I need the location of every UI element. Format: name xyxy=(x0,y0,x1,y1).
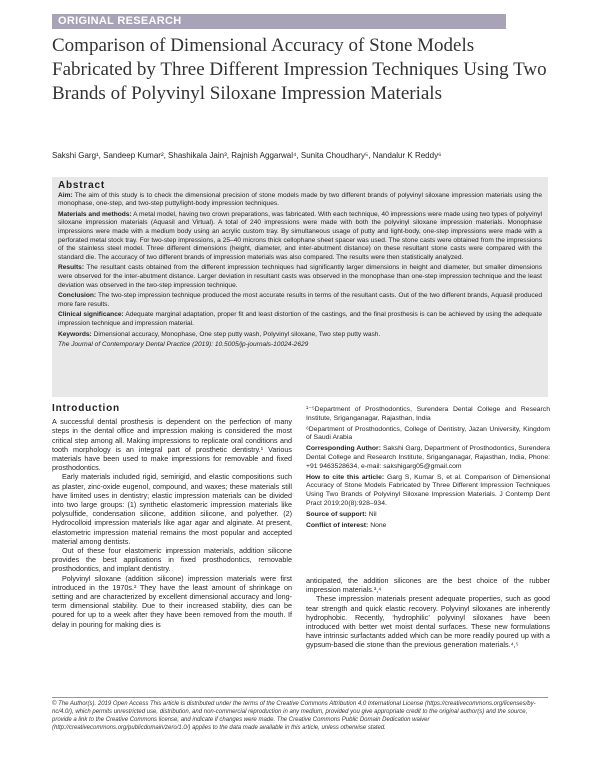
results-label: Results: xyxy=(58,264,85,272)
keywords-text: Dimensional accuracy, Monophase, One step putty wash, Polyvinyl siloxane, Two step putty wash. xyxy=(93,330,381,338)
corresponding-author xyxy=(306,445,550,471)
journal-citation-text: The Journal of Contemporary Dental Practice (2019): 10.5005/jp-journals-10024-2629 xyxy=(58,341,309,349)
aim-text: The aim of this study is to check the dimensional precision of stone models made by two different brands of polyvinyl siloxane impression materials using the monophase, one-step, and two-step putty/light-body impression techniques. xyxy=(58,191,542,208)
intro-paragraph: Early materials included rigid, semirigid, and elastic compositions such as plaster, zinc-oxide eugenol, compound, and waxes; these materials still have limited uses in dentistry; elastic impression materials can be divided into two large groups: (1) synthetic elastomeric impression materials like polysulfide, condensation silicone, addition silicone, and polyether. (2) Hydrocolloid impression materials like agar agar and alginate. At present, elastometric impression material remains the most popular and accepted material among dentists. xyxy=(52,472,292,546)
affiliations-block xyxy=(306,406,550,532)
abstract-heading: Abstract xyxy=(58,180,105,191)
how-to-cite xyxy=(306,474,550,509)
license-footer: © The Author(s). 2019 Open Access This article is distributed under the terms of the Creative Commons Attribution 4.0 International License (https://creativecommons.org/licenses/by-nc/4.0/), which permits unrestricted use, distribution, and non-commercial reproduction in any medium, provided you give appropriate credit to the original author(s) and the source, provide a link to the Creative Commons license, and indicate if changes were made. The Creative Commons Public Domain Dedication waiver (http://creativecommons.org/publicdomain/zero/1.0/) applies to the data made available in this article, unless otherwise stated. xyxy=(52,701,536,731)
introduction-heading: Introduction xyxy=(52,403,120,414)
cite-text: Garg S, Kumar S, et al. Comparison of Dimensional Accuracy of Stone Models Fabricated by Three Different Impression Techniques Using Two Brands of Polyvinyl Siloxane Impression Materials. J Contemp Dent Pract 2019;20(8):928–934. xyxy=(306,473,551,507)
conflict-of-interest xyxy=(306,522,550,531)
intro-paragraph: Polyvinyl siloxane (addition silicone) impression materials were first introduced in the 1970s.² They have the least amount of shrinkage on setting and are characterized by excellent dimensional accuracy and long-term dimensional stability. Due to their increased stability, dies can be poured for up to a week after they have been removed from the mouth. If delay in pouring for making dies is xyxy=(52,573,292,629)
intro-paragraph: Out of these four elastomeric impression materials, addition silicone provides the best applications in fixed prosthodontics, removable prosthodontics, and implant dentistry. xyxy=(52,546,292,574)
abstract-results xyxy=(58,264,542,290)
conclusion-text: The two-step impression technique produced the most accurate results in terms of the resultant casts. Out of the two different brands, Aquasil produced more fare results. xyxy=(58,292,542,308)
introduction-column xyxy=(52,404,292,629)
methods-label: Materials and methods: xyxy=(58,210,132,218)
results-text: The resultant casts obtained from the different impression techniques had significantly larger dimensions in height and diameter, but smaller dimensions were observed for the inter-abutment distance. Larger deviation in resultant casts was observed in the monophase than one-step impression technique and the least deviation was observed in the two-step impression technique. xyxy=(58,264,543,289)
cite-label: How to cite this article: xyxy=(306,473,385,481)
conclusion-label: Conclusion: xyxy=(58,292,97,300)
abstract-box xyxy=(52,177,548,397)
body-paragraph: These impression materials present adequate properties, such as good tear strength and quick elastic recovery. Polyvinyl siloxanes are inherently hydrophobic. Recently, ‘hydrophilic’ polyvinyl siloxanes have been introduced with better wet moist dental surfaces. These new formulations have intrinsic surfactants added which can be more readily poured up with a gypsum-based die stone than the previous generation materials.⁴,⁵ xyxy=(306,594,550,650)
corr-label: Corresponding Author: xyxy=(306,445,381,453)
intro-paragraph: A successful dental prosthesis is dependent on the perfection of many steps in the dental office and impression making is considered the most critical step among all. Making impressions to replicate oral conditions and tooth morphology is an integral part of prosthetic dentistry.¹ Various materials have been used to make impressions for removable and fixed prosthodontics. xyxy=(52,417,292,473)
keywords-label: Keywords: xyxy=(58,330,92,338)
support-label: Source of support: xyxy=(306,510,367,518)
article-type-badge: ORIGINAL RESEARCH xyxy=(52,14,506,29)
article-title: Comparison of Dimensional Accuracy of Stone Models Fabricated by Three Different Impression Techniques Using Two Brands of Polyvinyl Siloxane Impression Materials xyxy=(52,35,547,104)
abstract-clinical xyxy=(58,311,542,328)
abstract-aim xyxy=(58,192,542,209)
corr-text: Sakshi Garg, Department of Prosthodontics, Surendera Dental College and Research Institute, Sriganganagar, Rajasthan, India, Phone: +91 9463528634, e-mail: sakshigarg05@gmail.com xyxy=(306,445,550,470)
body-continued-column xyxy=(306,576,550,650)
conflict-label: Conflict of interest: xyxy=(306,521,369,529)
footer-divider xyxy=(52,697,548,698)
clinical-text: Adequate marginal adaptation, proper fit and least distortion of the castings, and the final prosthesis is can be achieved by using the adequate impression technique and impression material. xyxy=(58,311,542,327)
body-paragraph: anticipated, the addition silicones are the best choice of the rubber impression materials.³,⁴ xyxy=(306,576,550,595)
aim-label: Aim: xyxy=(58,191,73,199)
journal-citation xyxy=(58,341,542,350)
author-list: Sakshi Garg¹, Sandeep Kumar², Shashikala Jain³, Rajnish Aggarwal⁴, Sunita Choudhary⁵, Nandalur K Reddy⁶ xyxy=(52,151,442,160)
abstract-methods xyxy=(58,211,542,263)
affiliation-2: ⁶Department of Prosthodontics, College of Dentistry, Jazan University, Kingdom of Saudi Arabia xyxy=(306,425,550,442)
source-of-support xyxy=(306,511,550,520)
affiliation-1: ¹⁻⁵Department of Prosthodontics, Surendera Dental College and Research Institute, Sriganganagar, Rajasthan, India xyxy=(306,406,550,422)
abstract-keywords xyxy=(58,331,542,340)
methods-text: A metal model, having two crown preparations, was fabricated. With each technique, 40 impressions were made using two types of polyvinyl siloxane impression materials (Aquasil and Virtual). A total of 240 impressions were made with both the polyvinyl siloxane impression materials. Monophase impressions were made with a medium body using an acrylic custom tray. By simultaneous usage of putty and light-body, one-step impressions were made with a perforated metal stock tray. For two-step impressions, a 25–40 microns thick cellophane sheet spacer was used. The stone casts were obtained from the impressions of the stainless steel model. Three different dimensions (height, diameter, and inter-abutment distance) on these resultant stone casts were compared with the standard die. The accuracy of two different brands of impression materials was also compared. The results were then statistically analyzed. xyxy=(58,210,542,261)
support-text: Nil xyxy=(368,510,377,518)
conflict-text: None xyxy=(370,521,387,529)
abstract-conclusion xyxy=(58,292,542,309)
clinical-label: Clinical significance: xyxy=(58,311,124,319)
